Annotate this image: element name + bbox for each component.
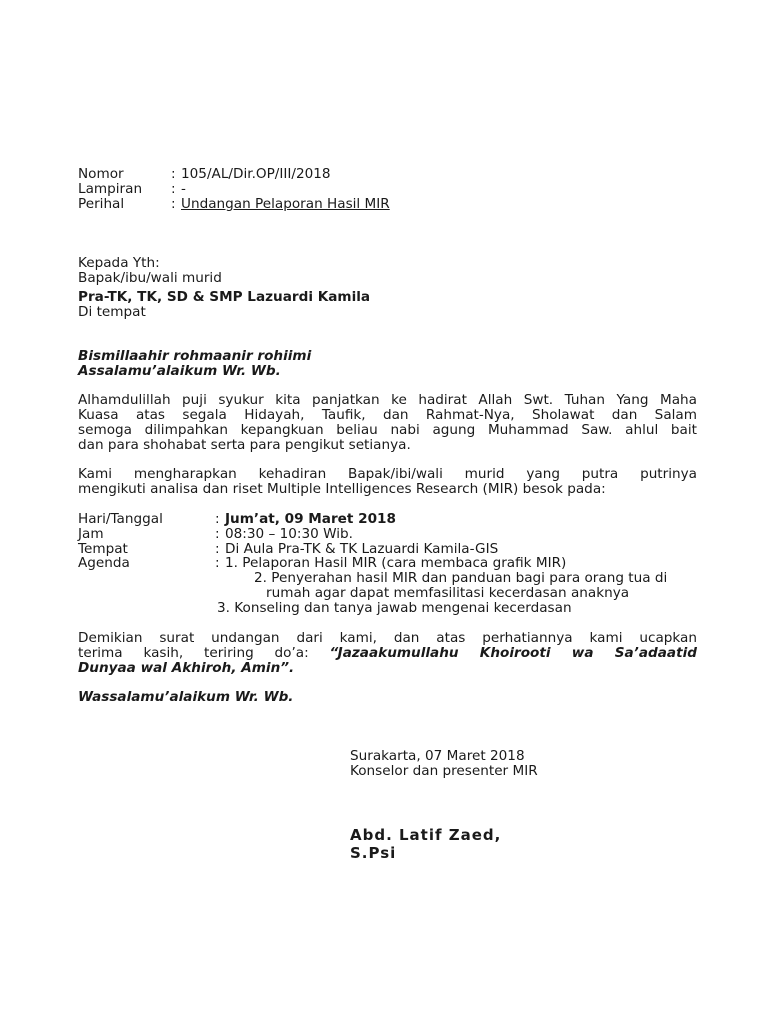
lampiran-value: - <box>181 181 186 197</box>
nomor-value: 105/AL/Dir.OP/III/2018 <box>181 166 331 182</box>
colon: : <box>171 166 176 182</box>
perihal-row <box>78 197 390 212</box>
paragraph-line: mengikuti analisa dan riset Multiple Intelligences Research (MIR) besok pada: <box>78 481 606 497</box>
agenda-item-2: 2. Penyerahan hasil MIR dan panduan bagi para orang tua di <box>254 570 668 586</box>
paragraph-line-mixed <box>78 646 697 661</box>
closing-text: terima kasih, teriring do’a: <box>78 645 309 661</box>
paragraph-line: dan para shohabat serta para pengikut setianya. <box>78 437 411 453</box>
agenda-item-1: 1. Pelaporan Hasil MIR (cara membaca grafik MIR) <box>225 555 567 571</box>
hari-value: Jum’at, 09 Maret 2018 <box>225 511 396 527</box>
closing-prayer-end: Dunyaa wal Akhiroh, Amin”. <box>78 660 295 676</box>
paragraph-closing <box>78 631 697 676</box>
signature-role: Konselor dan presenter MIR <box>350 763 538 779</box>
colon: : <box>171 196 176 212</box>
agenda-row <box>78 556 566 571</box>
closing-prayer: “Jazaakumullahu Khoirooti wa Sa’adaatid <box>329 645 697 661</box>
recipient-greeting: Kepada Yth: <box>78 255 160 271</box>
perihal-value: Undangan Pelaporan Hasil MIR <box>181 196 390 212</box>
paragraph-praise <box>78 393 697 453</box>
paragraph-line: Kami mengharapkan kehadiran Bapak/ibi/wali murid yang putra putrinya <box>78 466 697 482</box>
colon: : <box>215 555 220 571</box>
jam-row <box>78 527 353 542</box>
recipient-school: Pra-TK, TK, SD & SMP Lazuardi Kamila <box>78 289 371 305</box>
paragraph-line: Kuasa atas segala Hidayah, Taufik, dan Rahmat-Nya, Sholawat dan Salam <box>78 407 697 423</box>
tempat-label: Tempat <box>78 541 128 557</box>
closing-salam: Wassalamu’alaikum Wr. Wb. <box>78 689 294 705</box>
recipient-place: Di tempat <box>78 304 146 320</box>
recipient-parents: Bapak/ibu/wali murid <box>78 270 222 286</box>
colon: : <box>215 511 220 527</box>
tempat-value: Di Aula Pra-TK & TK Lazuardi Kamila-GIS <box>225 541 499 557</box>
colon: : <box>215 526 220 542</box>
jam-label: Jam <box>78 526 104 542</box>
paragraph-line: Alhamdulillah puji syukur kita panjatkan ke hadirat Allah Swt. Tuhan Yang Maha <box>78 392 697 408</box>
agenda-label: Agenda <box>78 555 130 571</box>
lampiran-label: Lampiran <box>78 181 143 197</box>
paragraph-line: Demikian surat undangan dari kami, dan atas perhatiannya kami ucapkan <box>78 630 697 646</box>
signature-place-date: Surakarta, 07 Maret 2018 <box>350 748 525 764</box>
signature-name-cut <box>350 826 550 862</box>
paragraph-line: semoga dilimpahkan kepangkuan beliau nabi agung Muhammad Saw. ahlul bait <box>78 422 697 438</box>
opening-basmalah: Bismillaahir rohmaanir rohiimi <box>78 348 312 364</box>
lampiran-row <box>78 182 186 197</box>
jam-value: 08:30 – 10:30 Wib. <box>225 526 353 542</box>
agenda-item-3: 3. Konseling dan tanya jawab mengenai kecerdasan <box>217 600 572 616</box>
colon: : <box>171 181 176 197</box>
paragraph-invitation <box>78 467 697 497</box>
agenda-item-2-cont: rumah agar dapat memfasilitasi kecerdasan anaknya <box>266 585 630 601</box>
signature-name: Abd. Latif Zaed, S.Psi <box>350 826 502 862</box>
nomor-label: Nomor <box>78 166 124 182</box>
hari-row <box>78 512 396 527</box>
opening-salam: Assalamu’alaikum Wr. Wb. <box>78 363 281 379</box>
colon: : <box>215 541 220 557</box>
perihal-label: Perihal <box>78 196 125 212</box>
hari-label: Hari/Tanggal <box>78 511 163 527</box>
nomor-row <box>78 167 331 182</box>
